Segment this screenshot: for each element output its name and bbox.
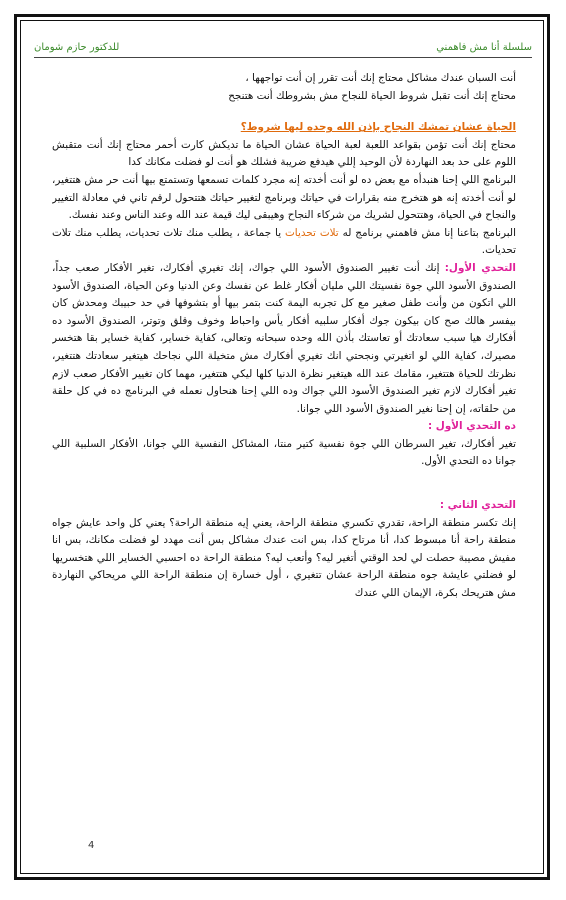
paragraph-3-end: يا جماعة ، يطلب منك تلات تحديات، يطلب منك تلات تحديات. — [52, 226, 516, 257]
section-heading: الحياة عشان تمشك النجاح بإذن الله وحده ليها شروط؟ — [240, 121, 516, 134]
section-paragraph-3 — [52, 225, 516, 260]
challenge-1-body: إنك أنت تغيير الصندوق الأسود اللي جواك، إنك تغيري أفكارك، تغير الأفكار صعب جداً، الصندوق الأسود اللي جوة نفسيتك اللي مليان أفكار غلط عن نفسك وعن الدنيا وعن الحياة، الصندوق الأسود اللي اتكون من وأنت طفل صغير مع كل تجربه اليمة كنت بتمر بيها أو بتشوفها في حد حبيبك ومحدش كان بيفسر هالك صح كان بيكون جوك أفكار سلبيه أفكار يأس واحباط وخوف وقلق وتوتر، الصندوق الأسود ده أفكارك هيا سبب سعادتك أو تعاستك بأذن الله وحده سبحانه وتعالى، كفاية خساير، كفاية خساير بقا هتخسر مصيرك، كفاية اللي لو اتغيرتي ونجحتي انك تغيري أفكارك مش متخيلة اللي نجاحك هيتغير سعادتك هتتغير، نظرتك للحياة هتتغير، مقامك عند الله هيتغير نظرة الدنيا كلها ليكي هتتغير، مهما كان تغيير الأفكار صعب لازم تغير أفكارك لازم تغير الصندوق الأسود اللي جواك وده اللي إحنا هنحاول نعمله في البرنامج ده في كل حلقة من حلقاته، إن إحنا نغير الصندوق الأسود اللي جوانا. — [52, 261, 516, 415]
author-name: للدكتور حازم شومان — [34, 41, 120, 53]
page-number: 4 — [88, 840, 95, 851]
challenge-2-label: التحدي الثاني : — [439, 499, 516, 512]
intro-line-1: أنت السبان عندك مشاكل محتاج إنك أنت تقرر إن أنت تواجهها ، — [245, 72, 516, 84]
challenge-1-goal-label: ده التحدي الأول : — [428, 420, 516, 433]
three-challenges-highlight: تلات تحديات — [285, 226, 339, 239]
challenge-1-paragraph — [52, 260, 516, 418]
intro-line-2: محتاج إنك أنت تقبل شروط الحياة للنجاح مش بشروطك أنت هتنجح — [228, 89, 516, 102]
page-header — [34, 38, 532, 56]
page-content — [52, 70, 516, 842]
series-title: سلسلة أنا مش فاهمني — [436, 41, 532, 53]
header-divider — [34, 57, 532, 58]
challenge-1-goal-body: تغير أفكارك، تغير السرطان اللي جوة نفسية كتير منتا، المشاكل النفسية اللي جوانا، الأفكار السلبية اللي جوانا ده التحدي الأول. — [52, 437, 516, 468]
section-paragraph-2: البرنامج اللي إحنا هنبدأه مع بعض ده لو أنت أخدته إنه مجرد كلمات تسمعها وتستمتع بيها أنت حر مش هتتغير، لو أنت أخدته إنه هو هتخرج منه بقرارات في حياتك وبرنامج لتغيير حياتك هتتحول لرقم تاني في معادلة التغيير والنجاح في الحياة، وهتتحول لشريك من شركاء النجاح وهيبقى ليك قيمة عند الله وعند الناس وعند نفسك. — [52, 173, 516, 222]
section-paragraph-1: محتاج إنك أنت تؤمن بقواعد اللعبة لعبة الحياة عشان الحياة ما تديكش كارت أحمر محتاج إنك أنت متقبش اللوم على حد بعد النهاردة لأن الوحيد إللي هيدفع ضريبة فشلك هو أنت لو فضلت مكانك كدا — [52, 138, 516, 169]
challenge-2-body: إنك تكسر منطقة الراحة، تقدري تكسري منطقة الراحة، يعني إيه منطقة الراحة؟ يعني كل واحد عايش جواه منطقة راحة أنا مبسوط كدا، أنا مرتاح كدا، بس انت عندك مشاكل بس أنت مهدد لو فضلت مكانك، بس انا مفيش مصيبة حصلت لي لحد الوقتي أتغير ليه؟ وأتعب ليه؟ منطقة الراحة ده احسبي الخساير اللي هتخسريها لو فضلتي عايشة جوه منطقة الراحة عشان تتغيري ، أول خسارة إن منطقة الراحة اللي مريحاكي النهاردة مش هتريحك بكرة، الإيمان اللي عندك — [52, 516, 516, 600]
paragraph-3-start: البرنامج بتاعنا إنا مش فاهمني برنامج له — [342, 226, 516, 239]
challenge-1-label: التحدي الأول: — [444, 261, 516, 274]
